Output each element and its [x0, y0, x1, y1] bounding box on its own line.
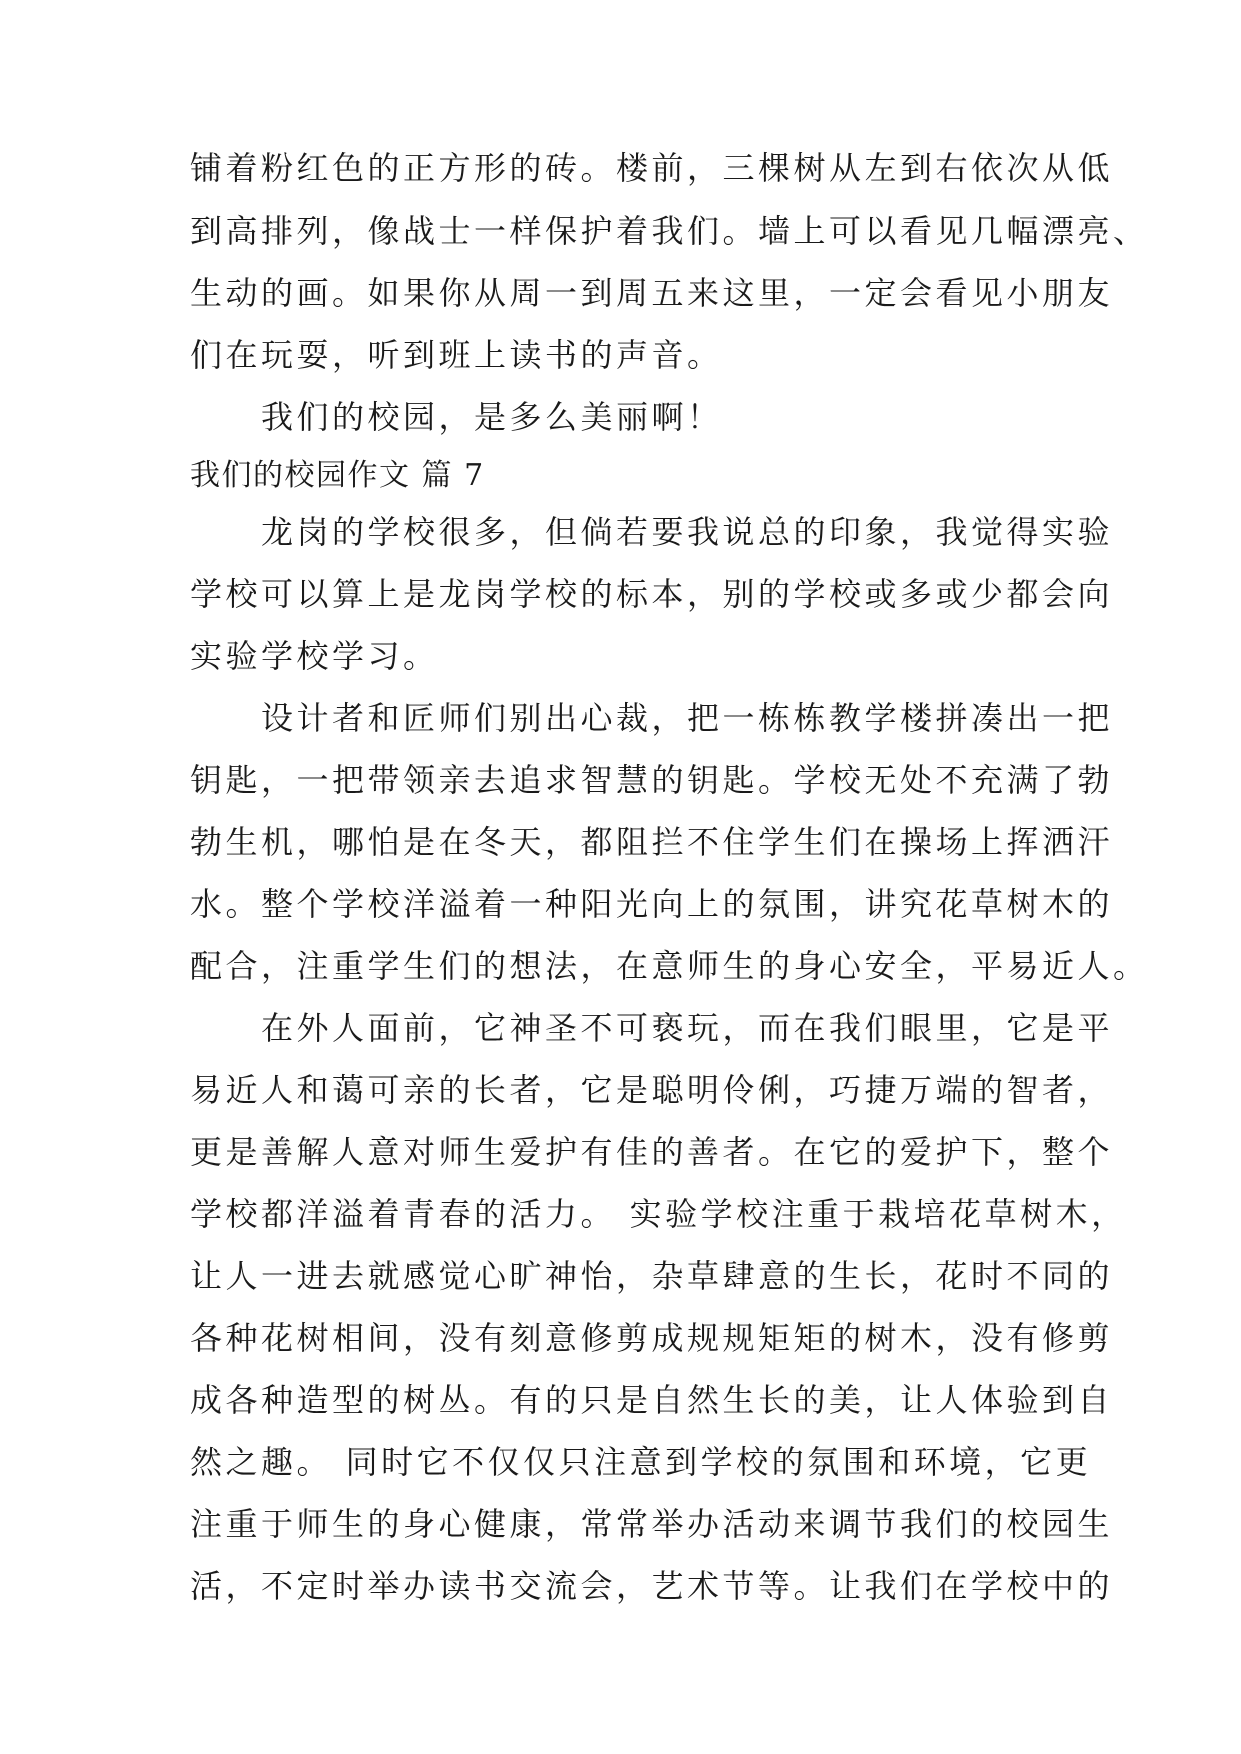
paragraph-line: 设计者和匠师们别出心裁，把一栋栋教学楼拼凑出一把 — [190, 699, 1114, 737]
paragraph-line: 易近人和蔼可亲的长者，它是聪明伶俐，巧捷万端的智者， — [190, 1071, 1114, 1109]
paragraph-line: 配合，注重学生们的想法，在意师生的身心安全，平易近人。 — [190, 947, 1149, 985]
paragraph-line: 学校可以算上是龙岗学校的标本，别的学校或多或少都会向 — [190, 575, 1114, 613]
paragraph-line: 然之趣。 同时它不仅仅只注意到学校的氛围和环境，它更 — [190, 1443, 1092, 1481]
paragraph-line: 龙岗的学校很多，但倘若要我说总的印象，我觉得实验 — [190, 513, 1114, 551]
paragraph-line: 勃生机，哪怕是在冬天，都阻拦不住学生们在操场上挥洒汗 — [190, 823, 1114, 861]
paragraph-line: 生动的画。如果你从周一到周五来这里，一定会看见小朋友 — [190, 274, 1114, 312]
paragraph-line: 各种花树相间，没有刻意修剪成规规矩矩的树木，没有修剪 — [190, 1319, 1114, 1357]
paragraph-line: 实验学校学习。 — [190, 637, 439, 675]
paragraph-line: 到高排列，像战士一样保护着我们。墙上可以看见几幅漂亮、 — [190, 212, 1149, 250]
paragraph-line: 成各种造型的树丛。有的只是自然生长的美，让人体验到自 — [190, 1381, 1114, 1419]
paragraph-line: 注重于师生的身心健康，常常举办活动来调节我们的校园生 — [190, 1505, 1114, 1543]
paragraph-line: 更是善解人意对师生爱护有佳的善者。在它的爱护下，整个 — [190, 1133, 1114, 1171]
paragraph-line: 在外人面前，它神圣不可亵玩，而在我们眼里，它是平 — [190, 1009, 1114, 1047]
paragraph-line: 钥匙，一把带领亲去追求智慧的钥匙。学校无处不充满了勃 — [190, 761, 1114, 799]
paragraph-line: 水。整个学校洋溢着一种阳光向上的氛围，讲究花草树木的 — [190, 885, 1114, 923]
paragraph-line: 活，不定时举办读书交流会，艺术节等。让我们在学校中的 — [190, 1567, 1114, 1605]
section-title: 我们的校园作文 篇 7 — [190, 458, 485, 493]
paragraph-line: 我们的校园，是多么美丽啊！ — [190, 398, 723, 436]
paragraph-line: 铺着粉红色的正方形的砖。楼前，三棵树从左到右依次从低 — [190, 149, 1114, 187]
paragraph-line: 们在玩耍，听到班上读书的声音。 — [190, 336, 723, 374]
paragraph-line: 学校都洋溢着青春的活力。 实验学校注重于栽培花草树木， — [190, 1195, 1127, 1233]
paragraph-line: 让人一进去就感觉心旷神怡，杂草肆意的生长，花时不同的 — [190, 1257, 1114, 1295]
